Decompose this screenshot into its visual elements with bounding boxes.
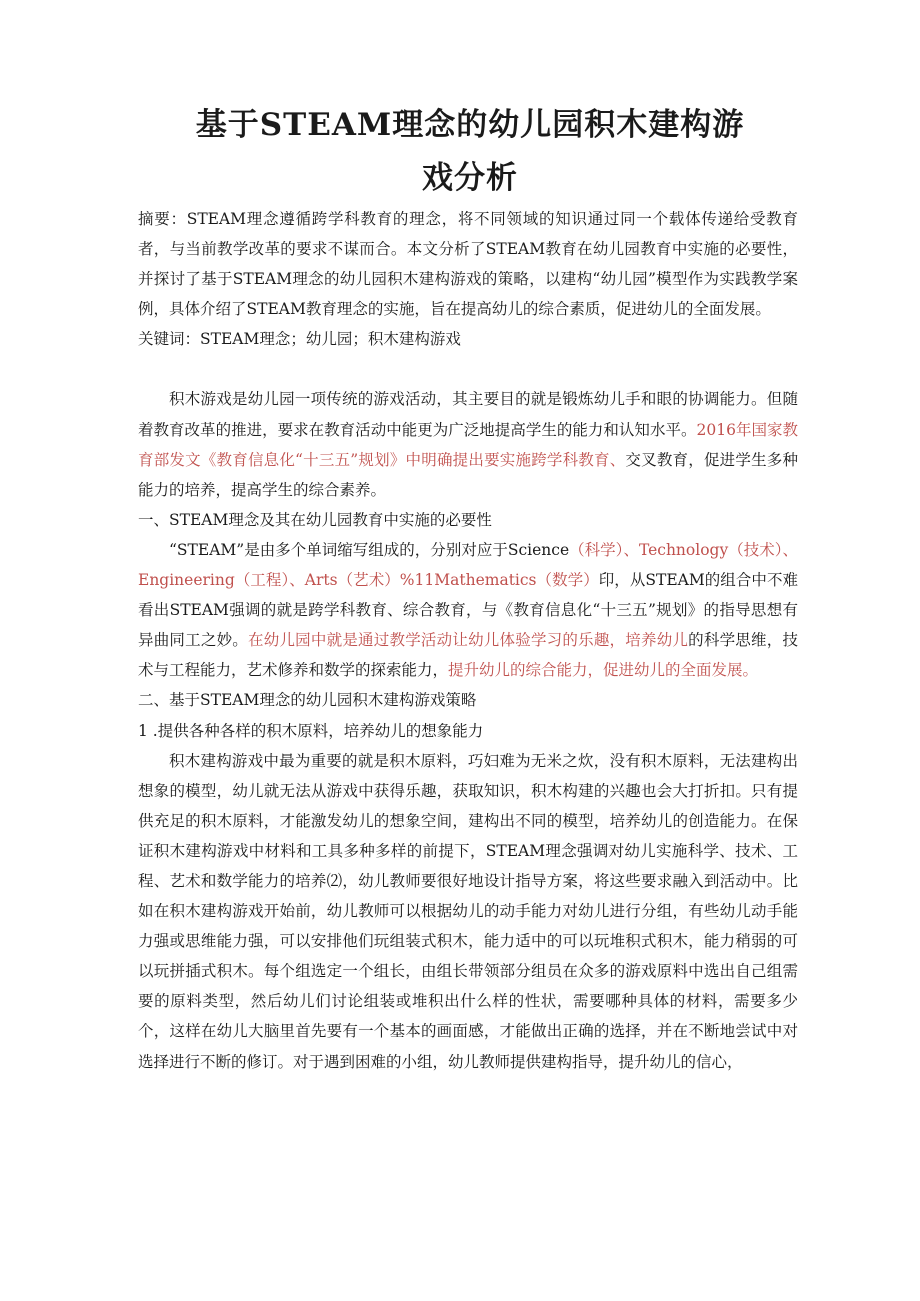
keywords-line: 关键词：STEAM理念；幼儿园；积木建构游戏 xyxy=(138,330,461,349)
section-1-highlight-d: 在幼儿园中就是通过教学活动让幼儿体验学习的乐趣，培养幼儿 xyxy=(248,631,689,650)
section-1-highlight-b: （科学）、Technology（技术）、Engineering（工程）、Arts（艺术）%11Mathematics（数学） xyxy=(138,540,799,590)
subsection-1-heading: 1 .提供各种各样的积木原料，培养幼儿的想象能力 xyxy=(138,721,484,740)
intro-text-c: 交叉教育，促进学生多种能力的培养，提高学生的综合素养。 xyxy=(138,450,798,499)
intro-text-a: 积木游戏是幼儿园一项传统的游戏活动，其主要目的就是锻炼幼儿手和眼的协调能力。但随着教育改革的推进，要求在教育活动中能更为广泛地提高学生的能力和认知水平。 xyxy=(138,390,798,439)
section-1-paragraph xyxy=(138,535,798,685)
section-1-text-a: “STEAM”是由多个单词缩写组成的，分别对应于Science xyxy=(169,540,570,559)
document-body xyxy=(138,204,798,1077)
abstract-paragraph: 摘要：STEAM理念遵循跨学科教育的理念，将不同领域的知识通过同一个载体传递给受教育者，与当前教学改革的要求不谋而合。本文分析了STEAM教育在幼儿园教育中实施的必要性，并探讨了基于STEAM理念的幼儿园积木建构游戏的策略，以建构“幼儿园”模型作为实践教学案例，具体介绍了STEAM教育理念的实施，旨在提高幼儿的综合素质，促进幼儿的全面发展。 xyxy=(138,210,798,319)
subsection-1-paragraph: 积木建构游戏中最为重要的就是积木原料，巧妇难为无米之炊，没有积木原料，无法建构出想象的模型，幼儿就无法从游戏中获得乐趣，获取知识，积木构建的兴趣也会大打折扣。只有提供充足的积木原料，才能激发幼儿的想象空间，建构出不同的模型，培养幼儿的创造能力。在保证积木建构游戏中材料和工具多种多样的前提下，STEAM理念强调对幼儿实施科学、技术、工程、艺术和数学能力的培养⑵，幼儿教师要很好地设计指导方案，将这些要求融入到活动中。比如在积木建构游戏开始前，幼儿教师可以根据幼儿的动手能力对幼儿进行分组，有些幼儿动手能力强或思维能力强，可以安排他们玩组装式积木，能力适中的可以玩堆积式积木，能力稍弱的可以玩拼插式积木。每个组选定一个组长，由组长带领部分组员在众多的游戏原料中选出自己组需要的原料类型，然后幼儿们讨论组装或堆积出什么样的性状，需要哪种具体的材料，需要多少个，这样在幼儿大脑里首先要有一个基本的画面感，才能做出正确的选择，并在不断地尝试中对选择进行不断的修订。对于遇到困难的小组，幼儿教师提供建构指导，提升幼儿的信心， xyxy=(138,751,798,1071)
title-line-2: 戏分析 xyxy=(422,160,518,196)
intro-paragraph xyxy=(138,384,798,504)
section-1-text-c: 印，从STEAM的组合中不难看出STEAM强调的就是跨学科教育、综合教育，与《教育信息化“十三五”规划》的指导思想有异曲同工之妙。 xyxy=(138,571,798,650)
paragraph-gap xyxy=(138,354,798,384)
section-2-heading: 二、基于STEAM理念的幼儿园积木建构游戏策略 xyxy=(138,691,477,710)
intro-highlight: 2016年国家教育部发文《教育信息化“十三五”规划》中明确提出要实施跨学科教育、 xyxy=(138,420,798,469)
section-1-heading: 一、STEAM理念及其在幼儿园教育中实施的必要性 xyxy=(138,510,492,529)
title-line-1: 基于STEAM理念的幼儿园积木建构游 xyxy=(195,107,745,143)
section-1-text-e: 的科学思维，技术与工程能力，艺术修养和数学的探索能力， xyxy=(138,631,798,680)
section-1-highlight-f: 提升幼儿的综合能力，促进幼儿的全面发展。 xyxy=(448,661,759,680)
